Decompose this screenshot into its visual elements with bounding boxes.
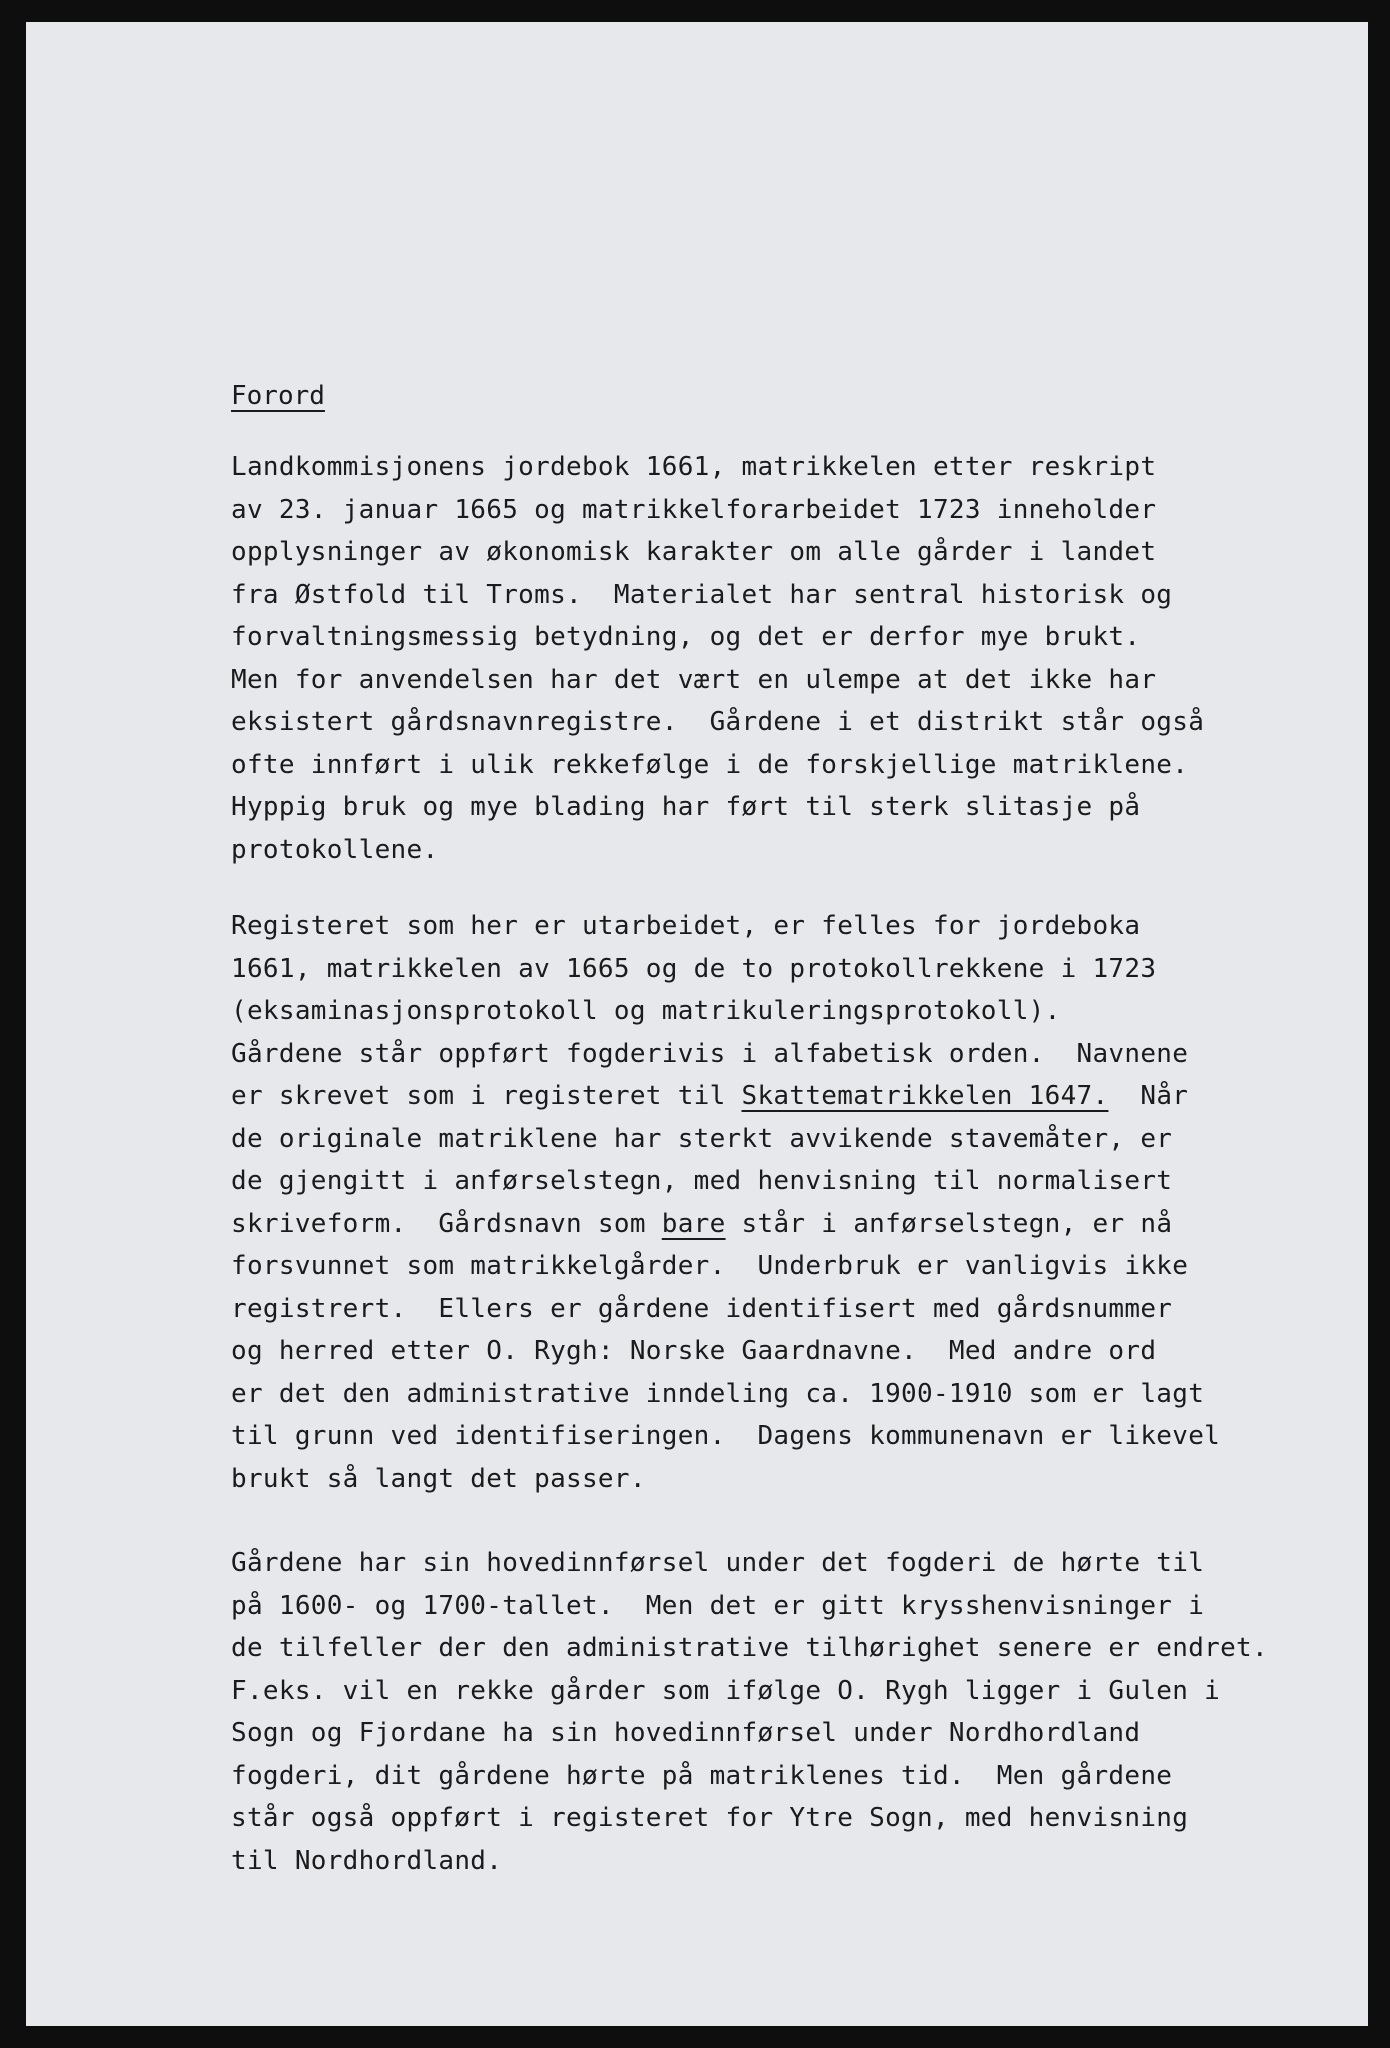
paragraph-2	[231, 905, 1220, 1500]
text-line: fra Østfold til Troms. Materialet har sentral historisk og	[231, 579, 1173, 610]
text-segment: står i anførselstegn, er nå	[725, 1208, 1173, 1239]
text-line: registrert. Ellers er gårdene identifisert med gårdsnummer	[231, 1293, 1173, 1324]
text-line: til Nordhordland.	[231, 1845, 503, 1876]
text-line: ofte innført i ulik rekkefølge i de forskjellige matriklene.	[231, 749, 1189, 780]
text-line: protokollene.	[231, 834, 439, 865]
text-line: står også oppført i registeret for Ytre Sogn, med henvisning	[231, 1803, 1189, 1833]
underlined-word: bare	[661, 1208, 726, 1239]
text-line: til grunn ved identifiseringen. Dagens kommunenavn er likevel	[231, 1421, 1221, 1451]
text-segment: Når	[1108, 1081, 1189, 1111]
text-line: forsvunnet som matrikkelgårder. Underbruk er vanligvis ikke	[231, 1251, 1189, 1281]
text-line	[231, 1203, 1220, 1246]
paragraph-3	[231, 1542, 1268, 1882]
underlined-reference: Skattematrikkelen 1647.	[741, 1081, 1109, 1111]
text-line	[231, 1075, 1220, 1118]
page-heading: Forord	[231, 381, 325, 411]
text-line: og herred etter O. Rygh: Norske Gaardnavne. Med andre ord	[231, 1336, 1157, 1366]
text-line: Men for anvendelsen har det vært en ulempe at det ikke har	[231, 664, 1157, 695]
text-line: (eksaminasjonsprotokoll og matrikuleringsprotokoll).	[231, 996, 1061, 1026]
text-line: opplysninger av økonomisk karakter om alle gårder i landet	[231, 537, 1157, 567]
text-line: av 23. januar 1665 og matrikkelforarbeidet 1723 inneholder	[231, 494, 1157, 525]
text-line: fogderi, dit gårdene hørte på matriklenes tid. Men gårdene	[231, 1760, 1173, 1791]
text-line: eksistert gårdsnavnregistre. Gårdene i et distrikt står også	[231, 707, 1205, 737]
text-line: er det den administrative inndeling ca. 1900-1910 som er lagt	[231, 1378, 1205, 1409]
text-line: Sogn og Fjordane ha sin hovedinnførsel under Nordhordland	[231, 1718, 1141, 1748]
text-line: Registeret som her er utarbeidet, er felles for jordeboka	[231, 911, 1141, 941]
text-line: Landkommisjonens jordebok 1661, matrikkelen etter reskript	[231, 452, 1157, 482]
text-line: F.eks. vil en rekke gårder som ifølge O. Rygh ligger i Gulen i	[231, 1675, 1221, 1706]
text-line: de gjengitt i anførselstegn, med henvisning til normalisert	[231, 1166, 1173, 1196]
text-line: de tilfeller der den administrative tilhørighet senere er endret.	[231, 1633, 1268, 1663]
typewritten-page	[26, 22, 1368, 2026]
text-segment: er skrevet som i registeret til	[231, 1081, 742, 1111]
text-line: Hyppig bruk og mye blading har ført til sterk slitasje på	[231, 792, 1141, 822]
paragraph-1	[231, 446, 1204, 871]
text-line: brukt så langt det passer.	[231, 1463, 646, 1494]
text-segment: skriveform. Gårdsnavn som	[231, 1208, 662, 1239]
text-line: Gårdene står oppført fogderivis i alfabetisk orden. Navnene	[231, 1038, 1189, 1069]
text-line: Gårdene har sin hovedinnførsel under det fogderi de hørte til	[231, 1548, 1205, 1578]
text-line: forvaltningsmessig betydning, og det er derfor mye brukt.	[231, 622, 1141, 652]
text-line: de originale matriklene har sterkt avvikende stavemåter, er	[231, 1123, 1173, 1154]
text-line: 1661, matrikkelen av 1665 og de to protokollrekkene i 1723	[231, 953, 1157, 984]
text-line: på 1600- og 1700-tallet. Men det er gitt krysshenvisninger i	[231, 1590, 1205, 1621]
